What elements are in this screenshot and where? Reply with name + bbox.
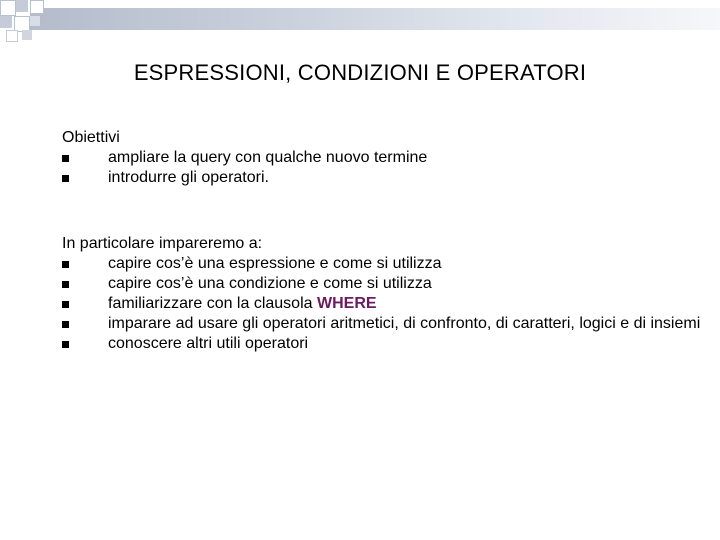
deco-square-8 bbox=[22, 30, 32, 40]
deco-square-6 bbox=[30, 16, 40, 26]
decorative-header-band bbox=[0, 0, 720, 42]
objectives-heading: Obiettivi bbox=[62, 129, 120, 146]
deco-square-7 bbox=[6, 30, 18, 42]
list-item bbox=[62, 274, 702, 294]
deco-square-2 bbox=[16, 0, 28, 12]
list-item bbox=[62, 168, 702, 188]
square-bullet-icon bbox=[62, 155, 69, 162]
list-item bbox=[62, 334, 702, 354]
list-item-text: ampliare la query con qualche nuovo termine bbox=[108, 149, 428, 166]
list-item-text: capire cos’è una espressione e come si utilizza bbox=[108, 255, 442, 272]
header-gradient-bar bbox=[30, 8, 720, 30]
square-bullet-icon bbox=[62, 175, 69, 182]
deco-square-1 bbox=[0, 0, 16, 16]
deco-square-4 bbox=[0, 16, 12, 28]
square-bullet-icon bbox=[62, 321, 69, 328]
square-bullet-icon bbox=[62, 281, 69, 288]
deco-square-3 bbox=[30, 0, 44, 14]
square-bullet-icon bbox=[62, 301, 69, 308]
slide-title: ESPRESSIONI, CONDIZIONI E OPERATORI bbox=[133, 60, 587, 85]
list-item-text: introdurre gli operatori. bbox=[108, 169, 269, 186]
slide-body bbox=[62, 128, 702, 354]
list-item bbox=[62, 314, 702, 334]
list-item-text: familiarizzare con la clausola bbox=[108, 295, 317, 312]
learning-heading: In particolare impareremo a: bbox=[62, 235, 263, 252]
list-item-text: imparare ad usare gli operatori aritmetici, di confronto, di caratteri, logici e di insiemi bbox=[108, 315, 701, 332]
list-item bbox=[62, 254, 702, 274]
list-item bbox=[62, 294, 702, 314]
square-bullet-icon bbox=[62, 341, 69, 348]
where-keyword: WHERE bbox=[316, 295, 377, 312]
list-item-text: capire cos’è una condizione e come si utilizza bbox=[108, 275, 432, 292]
list-item-text: conoscere altri utili operatori bbox=[108, 335, 309, 352]
square-bullet-icon bbox=[62, 261, 69, 268]
list-item bbox=[62, 148, 702, 168]
